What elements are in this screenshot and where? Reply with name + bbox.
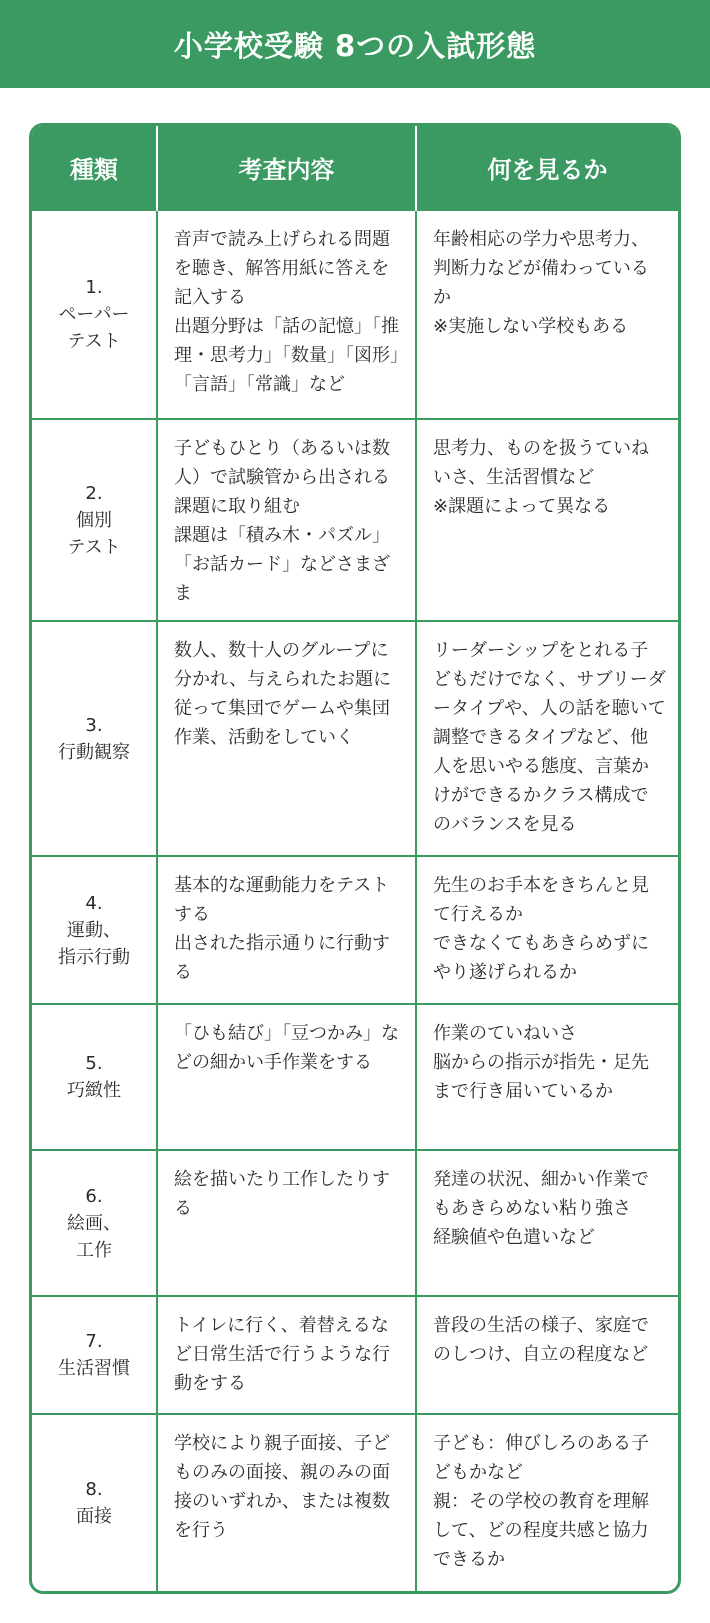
row-kind: 5. 巧緻性: [32, 1004, 157, 1150]
table-row: [32, 1296, 678, 1414]
row-kind: 8. 面接: [32, 1414, 157, 1591]
row-kind: 7. 生活習慣: [32, 1296, 157, 1414]
row-view: 子ども：伸びしろのある子どもかなど 親：その学校の教育を理解して、どの程度共感と協力できるか: [416, 1414, 678, 1591]
row-view: 先生のお手本をきちんと見て行えるか できなくてもあきらめずにやり遂げられるか: [416, 856, 678, 1004]
row-content: 基本的な運動能力をテストする 出された指示通りに行動する: [157, 856, 416, 1004]
row-kind: 3. 行動観察: [32, 621, 157, 856]
row-view: 発達の状況、細かい作業でもあきらめない粘り強さ 経験値や色遣いなど: [416, 1150, 678, 1296]
row-kind: 6. 絵画、 工作: [32, 1150, 157, 1296]
row-kind: 4. 運動、 指示行動: [32, 856, 157, 1004]
exam-types-table: [29, 123, 681, 1594]
row-view: 普段の生活の様子、家庭でのしつけ、自立の程度など: [416, 1296, 678, 1414]
table-row: [32, 1004, 678, 1150]
table-row: [32, 419, 678, 622]
row-content: トイレに行く、着替えるなど日常生活で行うような行動をする: [157, 1296, 416, 1414]
table-row: [32, 621, 678, 856]
table-row: [32, 1414, 678, 1591]
table-header-row: [32, 126, 678, 210]
table-row: [32, 210, 678, 419]
row-content: 学校により親子面接、子どものみの面接、親のみの面接のいずれか、または複数を行う: [157, 1414, 416, 1591]
row-view: 思考力、ものを扱うていねいさ、生活習慣など ※課題によって異なる: [416, 419, 678, 622]
row-content: 音声で読み上げられる問題を聴き、解答用紙に答えを記入する 出題分野は「話の記憶」「推理・思考力」「数量」「図形」「言語」「常識」など: [157, 210, 416, 419]
row-content: 絵を描いたり工作したりする: [157, 1150, 416, 1296]
row-content: 子どもひとり（あるいは数人）で試験管から出される課題に取り組む 課題は「積み木・パズル」「お話カード」などさまざま: [157, 419, 416, 622]
page-title: 小学校受験 8つの入試形態: [0, 0, 710, 88]
row-view: 作業のていねいさ 脳からの指示が指先・足先まで行き届いているか: [416, 1004, 678, 1150]
header-view: 何を見るか: [416, 126, 678, 210]
header-content: 考査内容: [157, 126, 416, 210]
row-view: 年齢相応の学力や思考力、判断力などが備わっているか ※実施しない学校もある: [416, 210, 678, 419]
header-kind: 種類: [32, 126, 157, 210]
row-content: 数人、数十人のグループに分かれ、与えられたお題に従って集団でゲームや集団作業、活動をしていく: [157, 621, 416, 856]
row-content: 「ひも結び」「豆つかみ」などの細かい手作業をする: [157, 1004, 416, 1150]
table-row: [32, 856, 678, 1004]
row-kind: 1. ペーパー テスト: [32, 210, 157, 419]
row-view: リーダーシップをとれる子どもだけでなく、サブリーダータイプや、人の話を聴いて調整できるタイプなど、他人を思いやる態度、言葉かけができるかクラス構成でのバランスを見る: [416, 621, 678, 856]
table-row: [32, 1150, 678, 1296]
row-kind: 2. 個別 テスト: [32, 419, 157, 622]
